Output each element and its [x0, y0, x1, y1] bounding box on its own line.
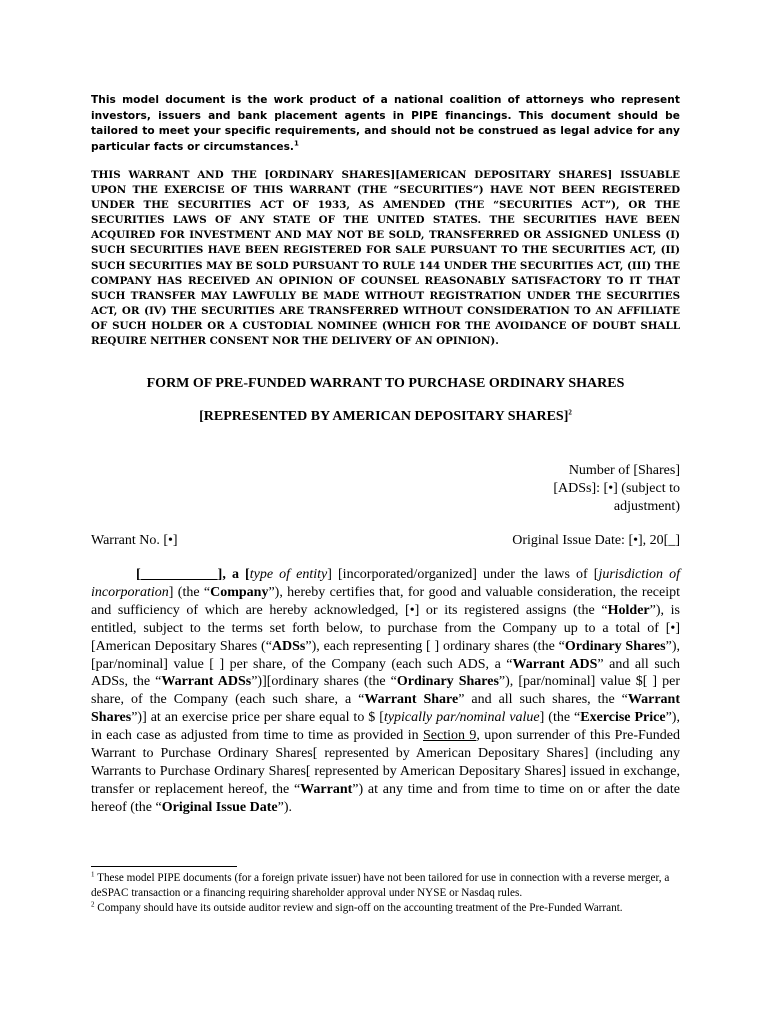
footnote-1	[91, 871, 680, 901]
footnote-2-text: Company should have its outside auditor review and sign-off on the accounting treatment of the Pre-Funded Warrant.	[97, 902, 623, 914]
footnote-1-text: These model PIPE documents (for a foreign private issuer) have not been tailored for use in connection with a reverse merger, a deSPAC transaction or a financing requiring shareholder approval under NYSE or Nasdaq rules.	[91, 872, 670, 899]
document-subtitle	[91, 409, 680, 425]
number-of-shares-line2: [ADSs]: [•] (subject to	[553, 481, 680, 496]
warrant-body-paragraph: [___________], a [type of entity] [incorporated/organized] under the laws of [jurisdiction of incorporation] (the “Company”), hereby certifies that, for good and valuable consideration, the receipt and sufficiency of which are hereby acknowledged, [•] or its registered assigns (the “Holder”), is entitled, subject to the terms set forth below, to purchase from the Company up to a total of [•] [American Depositary Shares (“ADSs”), each representing [ ] ordinary shares (the “Ordinary Shares”), [par/nominal] value [ ] per share, of the Company (each such ADS, a “Warrant ADS” and all such ADSs, the “Warrant ADSs”)][ordinary shares (the “Ordinary Shares”), [par/nominal] value $[ ] per share, of the Company (each such share, a “Warrant Share” and all such shares, the “Warrant Shares”)] at an exercise price per share equal to $ [typically par/nominal value] (the “Exercise Price”), in each case as adjusted from time to time as provided in Section 9, upon surrender of this Pre-Funded Warrant to Purchase Ordinary Shares[ represented by American Depositary Shares] (including any Warrants to Purchase Ordinary Shares[ represented by American Depositary Shares] issued in exchange, transfer or replacement hereof, the “Warrant”) at any time and from time to time on or after the date hereof (the “Original Issue Date”).	[91, 567, 681, 815]
document-title: FORM OF PRE-FUNDED WARRANT TO PURCHASE ORDINARY SHARES	[146, 376, 625, 391]
warrant-number: Warrant No. [•]	[91, 533, 178, 548]
original-issue-date: Original Issue Date: [•], 20[_]	[512, 533, 680, 548]
footnote-ref-1[interactable]: 1	[294, 138, 299, 147]
footnote-2-marker: 2	[91, 900, 95, 909]
number-of-shares-line1: Number of [Shares]	[568, 463, 680, 478]
company-name-blank: [___________]	[136, 567, 223, 582]
footnote-1-marker: 1	[91, 870, 95, 879]
section-9-reference[interactable]: Section 9	[423, 728, 477, 744]
footnote-ref-2[interactable]: 2	[568, 408, 572, 417]
footnote-divider	[91, 866, 237, 867]
number-of-shares-block	[553, 462, 680, 516]
footnotes	[91, 871, 680, 916]
securities-legend: THIS WARRANT AND THE [ORDINARY SHARES][AMERICAN DEPOSITARY SHARES] ISSUABLE UPON THE EXERCISE OF THIS WARRANT (THE “SECURITIES”) HAVE NOT BEEN REGISTERED UNDER THE SECURITIES ACT OF 1933, AS AMENDED (THE “SECURITIES ACT”), OR THE SECURITIES LAWS OF ANY STATE OF THE UNITED STATES. THE SECURITIES HAVE BEEN ACQUIRED FOR INVESTMENT AND MAY NOT BE SOLD, TRANSFERRED OR ASSIGNED UNLESS (I) SUCH SECURITIES HAVE BEEN REGISTERED FOR SALE PURSUANT TO THE SECURITIES ACT, (II) SUCH SECURITIES MAY BE SOLD PURSUANT TO RULE 144 UNDER THE SECURITIES ACT, (III) THE COMPANY HAS RECEIVED AN OPINION OF COUNSEL REASONABLY SATISFACTORY TO IT THAT SUCH TRANSFER MAY LAWFULLY BE MADE WITHOUT REGISTRATION UNDER THE SECURITIES ACT, OR (IV) THE SECURITIES ARE TRANSFERRED WITHOUT CONSIDERATION TO AN AFFILIATE OF SUCH HOLDER OR A CUSTODIAL NOMINEE (WHICH FOR THE AVOIDANCE OF DOUBT SHALL REQUIRE NEITHER CONSENT NOR THE DELIVERY OF AN OPINION).	[91, 169, 680, 348]
disclaimer-text: This model document is the work product of a national coalition of attorneys who represent investors, issuers and bank placement agents in PIPE financings. This document should be tailored to meet your specific requirements, and should not be construed as legal advice for any particular facts or circumstances.	[91, 94, 680, 153]
footnote-2	[91, 901, 680, 916]
subtitle-text: [REPRESENTED BY AMERICAN DEPOSITARY SHARES]	[199, 409, 569, 424]
disclaimer-paragraph	[91, 93, 680, 155]
number-of-shares-line3: adjustment)	[613, 499, 680, 514]
